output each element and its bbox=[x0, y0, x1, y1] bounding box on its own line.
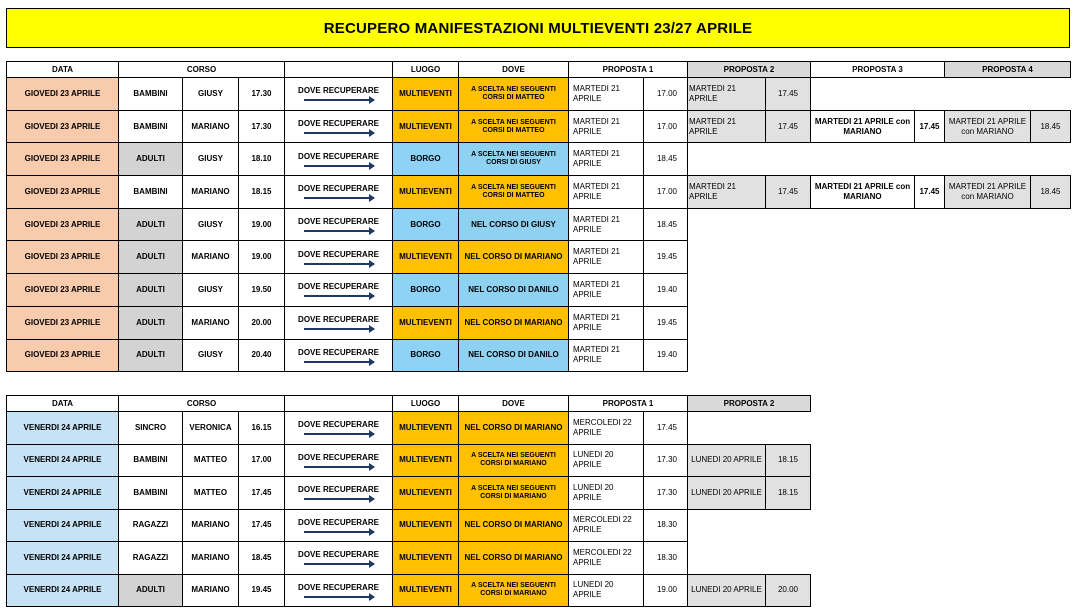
time-cell: 18.15 bbox=[239, 176, 285, 209]
dove-cell: NEL CORSO DI MARIANO bbox=[459, 542, 569, 575]
header-proposta-1: PROPOSTA 1 bbox=[569, 396, 688, 412]
arrow-right-icon bbox=[304, 466, 374, 468]
dove-recuperare-wrap bbox=[286, 583, 391, 598]
coach-cell: MARIANO bbox=[183, 306, 239, 339]
header-proposta-2: PROPOSTA 2 bbox=[688, 62, 811, 78]
time-cell: 18.10 bbox=[239, 143, 285, 176]
dove-cell: A SCELTA NEI SEGUENTI CORSI DI MATTEO bbox=[459, 176, 569, 209]
proposta-1-date: MARTEDI 21 APRILE bbox=[569, 176, 644, 209]
header-proposta-2: PROPOSTA 2 bbox=[688, 396, 811, 412]
page-title: RECUPERO MANIFESTAZIONI MULTIEVENTI 23/27 APRILE bbox=[6, 8, 1070, 48]
table-row bbox=[7, 444, 811, 477]
dove-recuperare-label: DOVE RECUPERARE bbox=[298, 282, 379, 292]
date-cell: VENERDI 24 APRILE bbox=[7, 412, 119, 445]
proposta-1-date: MARTEDI 21 APRILE bbox=[569, 110, 644, 143]
group-cell: BAMBINI bbox=[119, 110, 183, 143]
proposta-2-time: 18.15 bbox=[766, 444, 811, 477]
time-cell: 17.30 bbox=[239, 78, 285, 111]
dove-recuperare-cell bbox=[285, 110, 393, 143]
dove-recuperare-cell bbox=[285, 444, 393, 477]
coach-cell: MARIANO bbox=[183, 176, 239, 209]
dove-recuperare-wrap bbox=[286, 184, 391, 199]
dove-recuperare-cell bbox=[285, 306, 393, 339]
coach-cell: GIUSY bbox=[183, 274, 239, 307]
table-row bbox=[7, 412, 811, 445]
date-cell: GIOVEDI 23 APRILE bbox=[7, 78, 119, 111]
date-cell: VENERDI 24 APRILE bbox=[7, 444, 119, 477]
header-dove: DOVE bbox=[459, 62, 569, 78]
table-row bbox=[7, 542, 811, 575]
luogo-cell: MULTIEVENTI bbox=[393, 412, 459, 445]
time-cell: 19.45 bbox=[239, 574, 285, 607]
proposta-1-time: 18.45 bbox=[644, 208, 688, 241]
arrow-right-icon bbox=[304, 132, 374, 134]
dove-recuperare-label: DOVE RECUPERARE bbox=[298, 582, 379, 592]
proposta-4-date: MARTEDI 21 APRILE con MARIANO bbox=[945, 176, 1031, 209]
table-row bbox=[7, 306, 1071, 339]
dove-recuperare-cell bbox=[285, 78, 393, 111]
proposta-2-date: MARTEDI 21 APRILE bbox=[688, 176, 766, 209]
dove-recuperare-wrap bbox=[286, 86, 391, 101]
dove-recuperare-wrap bbox=[286, 550, 391, 565]
dove-recuperare-cell bbox=[285, 176, 393, 209]
header-proposta-1: PROPOSTA 1 bbox=[569, 62, 688, 78]
coach-cell: GIUSY bbox=[183, 143, 239, 176]
arrow-right-icon bbox=[304, 230, 374, 232]
dove-recuperare-wrap bbox=[286, 420, 391, 435]
arrow-right-icon bbox=[304, 263, 374, 265]
date-cell: GIOVEDI 23 APRILE bbox=[7, 241, 119, 274]
empty-cell bbox=[688, 241, 811, 274]
empty-cell bbox=[688, 306, 811, 339]
dove-cell: A SCELTA NEI SEGUENTI CORSI DI MATTEO bbox=[459, 78, 569, 111]
coach-cell: MARIANO bbox=[183, 509, 239, 542]
proposta-1-date: MERCOLEDI 22 APRILE bbox=[569, 412, 644, 445]
proposta-3-time: 17.45 bbox=[915, 110, 945, 143]
header-data: DATA bbox=[7, 396, 119, 412]
dove-recuperare-wrap bbox=[286, 485, 391, 500]
table-row bbox=[7, 477, 811, 510]
proposta-1-date: LUNEDI 20 APRILE bbox=[569, 574, 644, 607]
dove-cell: A SCELTA NEI SEGUENTI CORSI DI GIUSY bbox=[459, 143, 569, 176]
luogo-cell: BORGO bbox=[393, 339, 459, 372]
dove-recuperare-label: DOVE RECUPERARE bbox=[298, 452, 379, 462]
coach-cell: MARIANO bbox=[183, 574, 239, 607]
proposta-2-time: 18.15 bbox=[766, 477, 811, 510]
dove-recuperare-wrap bbox=[286, 348, 391, 363]
luogo-cell: MULTIEVENTI bbox=[393, 509, 459, 542]
proposta-4-date: MARTEDI 21 APRILE con MARIANO bbox=[945, 110, 1031, 143]
coach-cell: GIUSY bbox=[183, 78, 239, 111]
dove-cell: NEL CORSO DI MARIANO bbox=[459, 412, 569, 445]
group-cell: ADULTI bbox=[119, 208, 183, 241]
proposta-1-time: 19.45 bbox=[644, 306, 688, 339]
proposta-1-time: 17.00 bbox=[644, 110, 688, 143]
header-luogo: LUOGO bbox=[393, 396, 459, 412]
group-cell: BAMBINI bbox=[119, 176, 183, 209]
arrow-right-icon bbox=[304, 197, 374, 199]
dove-recuperare-label: DOVE RECUPERARE bbox=[298, 86, 379, 96]
proposta-2-time: 17.45 bbox=[766, 78, 811, 111]
coach-cell: GIUSY bbox=[183, 339, 239, 372]
dove-recuperare-label: DOVE RECUPERARE bbox=[298, 249, 379, 259]
coach-cell: MARIANO bbox=[183, 110, 239, 143]
empty-cell bbox=[811, 208, 945, 241]
table-row bbox=[7, 110, 1071, 143]
dove-recuperare-cell bbox=[285, 241, 393, 274]
table-row bbox=[7, 509, 811, 542]
dove-recuperare-label: DOVE RECUPERARE bbox=[298, 151, 379, 161]
group-cell: BAMBINI bbox=[119, 477, 183, 510]
time-cell: 17.00 bbox=[239, 444, 285, 477]
empty-cell bbox=[945, 241, 1071, 274]
time-cell: 20.40 bbox=[239, 339, 285, 372]
proposta-1-date: MERCOLEDI 22 APRILE bbox=[569, 509, 644, 542]
proposta-1-date: MARTEDI 21 APRILE bbox=[569, 241, 644, 274]
table-row bbox=[7, 78, 1071, 111]
dove-recuperare-cell bbox=[285, 542, 393, 575]
dove-recuperare-label: DOVE RECUPERARE bbox=[298, 184, 379, 194]
empty-cell bbox=[688, 274, 811, 307]
dove-cell: NEL CORSO DI GIUSY bbox=[459, 208, 569, 241]
dove-recuperare-wrap bbox=[286, 315, 391, 330]
dove-recuperare-wrap bbox=[286, 282, 391, 297]
empty-cell bbox=[811, 241, 945, 274]
header-row bbox=[7, 396, 811, 412]
empty-cell bbox=[688, 509, 811, 542]
dove-recuperare-label: DOVE RECUPERARE bbox=[298, 420, 379, 430]
dove-recuperare-cell bbox=[285, 412, 393, 445]
time-cell: 19.00 bbox=[239, 241, 285, 274]
dove-recuperare-wrap bbox=[286, 217, 391, 232]
empty-cell bbox=[688, 339, 811, 372]
empty-cell bbox=[688, 208, 811, 241]
group-cell: ADULTI bbox=[119, 241, 183, 274]
empty-cell bbox=[688, 412, 811, 445]
dove-recuperare-wrap bbox=[286, 152, 391, 167]
proposta-1-date: LUNEDI 20 APRILE bbox=[569, 444, 644, 477]
arrow-right-icon bbox=[304, 165, 374, 167]
proposta-1-date: LUNEDI 20 APRILE bbox=[569, 477, 644, 510]
time-cell: 18.45 bbox=[239, 542, 285, 575]
coach-cell: MARIANO bbox=[183, 542, 239, 575]
luogo-cell: MULTIEVENTI bbox=[393, 241, 459, 274]
proposta-1-time: 19.00 bbox=[644, 574, 688, 607]
dove-cell: A SCELTA NEI SEGUENTI CORSI DI MARIANO bbox=[459, 477, 569, 510]
group-cell: RAGAZZI bbox=[119, 509, 183, 542]
proposta-2-date: MARTEDI 21 APRILE bbox=[688, 78, 766, 111]
arrow-right-icon bbox=[304, 295, 374, 297]
dove-recuperare-label: DOVE RECUPERARE bbox=[298, 217, 379, 227]
luogo-cell: MULTIEVENTI bbox=[393, 176, 459, 209]
header-blank bbox=[285, 62, 393, 78]
dove-recuperare-wrap bbox=[286, 518, 391, 533]
dove-recuperare-label: DOVE RECUPERARE bbox=[298, 485, 379, 495]
coach-cell: MATTEO bbox=[183, 477, 239, 510]
time-cell: 19.50 bbox=[239, 274, 285, 307]
group-cell: BAMBINI bbox=[119, 78, 183, 111]
dove-recuperare-cell bbox=[285, 477, 393, 510]
dove-recuperare-cell bbox=[285, 509, 393, 542]
time-cell: 17.30 bbox=[239, 110, 285, 143]
group-cell: SINCRO bbox=[119, 412, 183, 445]
table-row bbox=[7, 208, 1071, 241]
table-row bbox=[7, 176, 1071, 209]
proposta-4-time: 18.45 bbox=[1031, 176, 1071, 209]
dove-recuperare-cell bbox=[285, 143, 393, 176]
proposta-3-date: MARTEDI 21 APRILE con MARIANO bbox=[811, 176, 915, 209]
group-cell: ADULTI bbox=[119, 274, 183, 307]
proposta-1-time: 17.00 bbox=[644, 78, 688, 111]
luogo-cell: MULTIEVENTI bbox=[393, 306, 459, 339]
empty-cell bbox=[811, 78, 945, 111]
empty-cell bbox=[811, 306, 945, 339]
schedule-table-friday bbox=[6, 395, 811, 607]
group-cell: ADULTI bbox=[119, 306, 183, 339]
dove-recuperare-label: DOVE RECUPERARE bbox=[298, 550, 379, 560]
proposta-2-time: 17.45 bbox=[766, 176, 811, 209]
dove-recuperare-wrap bbox=[286, 453, 391, 468]
luogo-cell: MULTIEVENTI bbox=[393, 110, 459, 143]
empty-cell bbox=[811, 339, 945, 372]
proposta-2-date: MARTEDI 21 APRILE bbox=[688, 110, 766, 143]
table-row bbox=[7, 241, 1071, 274]
coach-cell: MATTEO bbox=[183, 444, 239, 477]
group-cell: ADULTI bbox=[119, 339, 183, 372]
proposta-2-time: 20.00 bbox=[766, 574, 811, 607]
dove-recuperare-cell bbox=[285, 574, 393, 607]
empty-cell bbox=[945, 208, 1071, 241]
proposta-1-time: 18.45 bbox=[644, 143, 688, 176]
dove-recuperare-cell bbox=[285, 339, 393, 372]
group-cell: ADULTI bbox=[119, 574, 183, 607]
date-cell: VENERDI 24 APRILE bbox=[7, 509, 119, 542]
dove-recuperare-label: DOVE RECUPERARE bbox=[298, 119, 379, 129]
header-row bbox=[7, 62, 1071, 78]
coach-cell: MARIANO bbox=[183, 241, 239, 274]
time-cell: 17.45 bbox=[239, 477, 285, 510]
date-cell: GIOVEDI 23 APRILE bbox=[7, 176, 119, 209]
arrow-right-icon bbox=[304, 531, 374, 533]
luogo-cell: MULTIEVENTI bbox=[393, 542, 459, 575]
header-corso: CORSO bbox=[119, 62, 285, 78]
dove-cell: A SCELTA NEI SEGUENTI CORSI DI MARIANO bbox=[459, 574, 569, 607]
table-row bbox=[7, 274, 1071, 307]
proposta-1-date: MARTEDI 21 APRILE bbox=[569, 274, 644, 307]
arrow-right-icon bbox=[304, 433, 374, 435]
dove-recuperare-cell bbox=[285, 274, 393, 307]
table-row bbox=[7, 574, 811, 607]
dove-recuperare-label: DOVE RECUPERARE bbox=[298, 347, 379, 357]
empty-cell bbox=[945, 78, 1071, 111]
proposta-2-date: LUNEDI 20 APRILE bbox=[688, 444, 766, 477]
proposta-4-time: 18.45 bbox=[1031, 110, 1071, 143]
empty-cell bbox=[945, 306, 1071, 339]
date-cell: GIOVEDI 23 APRILE bbox=[7, 143, 119, 176]
schedule-table-thursday bbox=[6, 61, 1071, 372]
dove-cell: NEL CORSO DI MARIANO bbox=[459, 241, 569, 274]
proposta-1-date: MARTEDI 21 APRILE bbox=[569, 306, 644, 339]
date-cell: GIOVEDI 23 APRILE bbox=[7, 110, 119, 143]
proposta-1-date: MERCOLEDI 22 APRILE bbox=[569, 542, 644, 575]
luogo-cell: MULTIEVENTI bbox=[393, 574, 459, 607]
arrow-right-icon bbox=[304, 99, 374, 101]
proposta-2-date: LUNEDI 20 APRILE bbox=[688, 574, 766, 607]
proposta-2-date: LUNEDI 20 APRILE bbox=[688, 477, 766, 510]
date-cell: GIOVEDI 23 APRILE bbox=[7, 306, 119, 339]
header-corso: CORSO bbox=[119, 396, 285, 412]
coach-cell: GIUSY bbox=[183, 208, 239, 241]
group-cell: ADULTI bbox=[119, 143, 183, 176]
dove-cell: NEL CORSO DI MARIANO bbox=[459, 509, 569, 542]
arrow-right-icon bbox=[304, 498, 374, 500]
dove-cell: NEL CORSO DI DANILO bbox=[459, 274, 569, 307]
luogo-cell: MULTIEVENTI bbox=[393, 477, 459, 510]
proposta-1-time: 17.45 bbox=[644, 412, 688, 445]
luogo-cell: MULTIEVENTI bbox=[393, 444, 459, 477]
proposta-1-time: 17.30 bbox=[644, 444, 688, 477]
luogo-cell: BORGO bbox=[393, 143, 459, 176]
proposta-3-date: MARTEDI 21 APRILE con MARIANO bbox=[811, 110, 915, 143]
arrow-right-icon bbox=[304, 361, 374, 363]
header-luogo: LUOGO bbox=[393, 62, 459, 78]
empty-cell bbox=[688, 542, 811, 575]
proposta-1-time: 17.00 bbox=[644, 176, 688, 209]
proposta-1-time: 18.30 bbox=[644, 509, 688, 542]
dove-recuperare-wrap bbox=[286, 119, 391, 134]
proposta-3-time: 17.45 bbox=[915, 176, 945, 209]
date-cell: VENERDI 24 APRILE bbox=[7, 477, 119, 510]
dove-recuperare-wrap bbox=[286, 250, 391, 265]
proposta-1-date: MARTEDI 21 APRILE bbox=[569, 339, 644, 372]
dove-cell: A SCELTA NEI SEGUENTI CORSI DI MARIANO bbox=[459, 444, 569, 477]
header-data: DATA bbox=[7, 62, 119, 78]
header-dove: DOVE bbox=[459, 396, 569, 412]
empty-cell bbox=[688, 143, 811, 176]
time-cell: 16.15 bbox=[239, 412, 285, 445]
dove-cell: NEL CORSO DI MARIANO bbox=[459, 306, 569, 339]
table-row bbox=[7, 339, 1071, 372]
proposta-1-date: MARTEDI 21 APRILE bbox=[569, 208, 644, 241]
date-cell: GIOVEDI 23 APRILE bbox=[7, 339, 119, 372]
luogo-cell: BORGO bbox=[393, 208, 459, 241]
proposta-1-time: 19.45 bbox=[644, 241, 688, 274]
dove-cell: A SCELTA NEI SEGUENTI CORSI DI MATTEO bbox=[459, 110, 569, 143]
proposta-1-time: 19.40 bbox=[644, 274, 688, 307]
header-blank bbox=[285, 396, 393, 412]
proposta-1-time: 19.40 bbox=[644, 339, 688, 372]
time-cell: 17.45 bbox=[239, 509, 285, 542]
empty-cell bbox=[945, 143, 1071, 176]
arrow-right-icon bbox=[304, 563, 374, 565]
luogo-cell: BORGO bbox=[393, 274, 459, 307]
table-row bbox=[7, 143, 1071, 176]
time-cell: 20.00 bbox=[239, 306, 285, 339]
dove-recuperare-label: DOVE RECUPERARE bbox=[298, 517, 379, 527]
proposta-1-time: 18.30 bbox=[644, 542, 688, 575]
group-cell: RAGAZZI bbox=[119, 542, 183, 575]
time-cell: 19.00 bbox=[239, 208, 285, 241]
empty-cell bbox=[811, 143, 945, 176]
dove-recuperare-label: DOVE RECUPERARE bbox=[298, 315, 379, 325]
date-cell: VENERDI 24 APRILE bbox=[7, 542, 119, 575]
empty-cell bbox=[811, 274, 945, 307]
arrow-right-icon bbox=[304, 328, 374, 330]
proposta-2-time: 17.45 bbox=[766, 110, 811, 143]
dove-recuperare-cell bbox=[285, 208, 393, 241]
date-cell: VENERDI 24 APRILE bbox=[7, 574, 119, 607]
date-cell: GIOVEDI 23 APRILE bbox=[7, 274, 119, 307]
dove-cell: NEL CORSO DI DANILO bbox=[459, 339, 569, 372]
proposta-1-date: MARTEDI 21 APRILE bbox=[569, 143, 644, 176]
date-cell: GIOVEDI 23 APRILE bbox=[7, 208, 119, 241]
empty-cell bbox=[945, 339, 1071, 372]
empty-cell bbox=[945, 274, 1071, 307]
arrow-right-icon bbox=[304, 596, 374, 598]
luogo-cell: MULTIEVENTI bbox=[393, 78, 459, 111]
coach-cell: VERONICA bbox=[183, 412, 239, 445]
proposta-1-date: MARTEDI 21 APRILE bbox=[569, 78, 644, 111]
proposta-1-time: 17.30 bbox=[644, 477, 688, 510]
header-proposta-4: PROPOSTA 4 bbox=[945, 62, 1071, 78]
header-proposta-3: PROPOSTA 3 bbox=[811, 62, 945, 78]
group-cell: BAMBINI bbox=[119, 444, 183, 477]
